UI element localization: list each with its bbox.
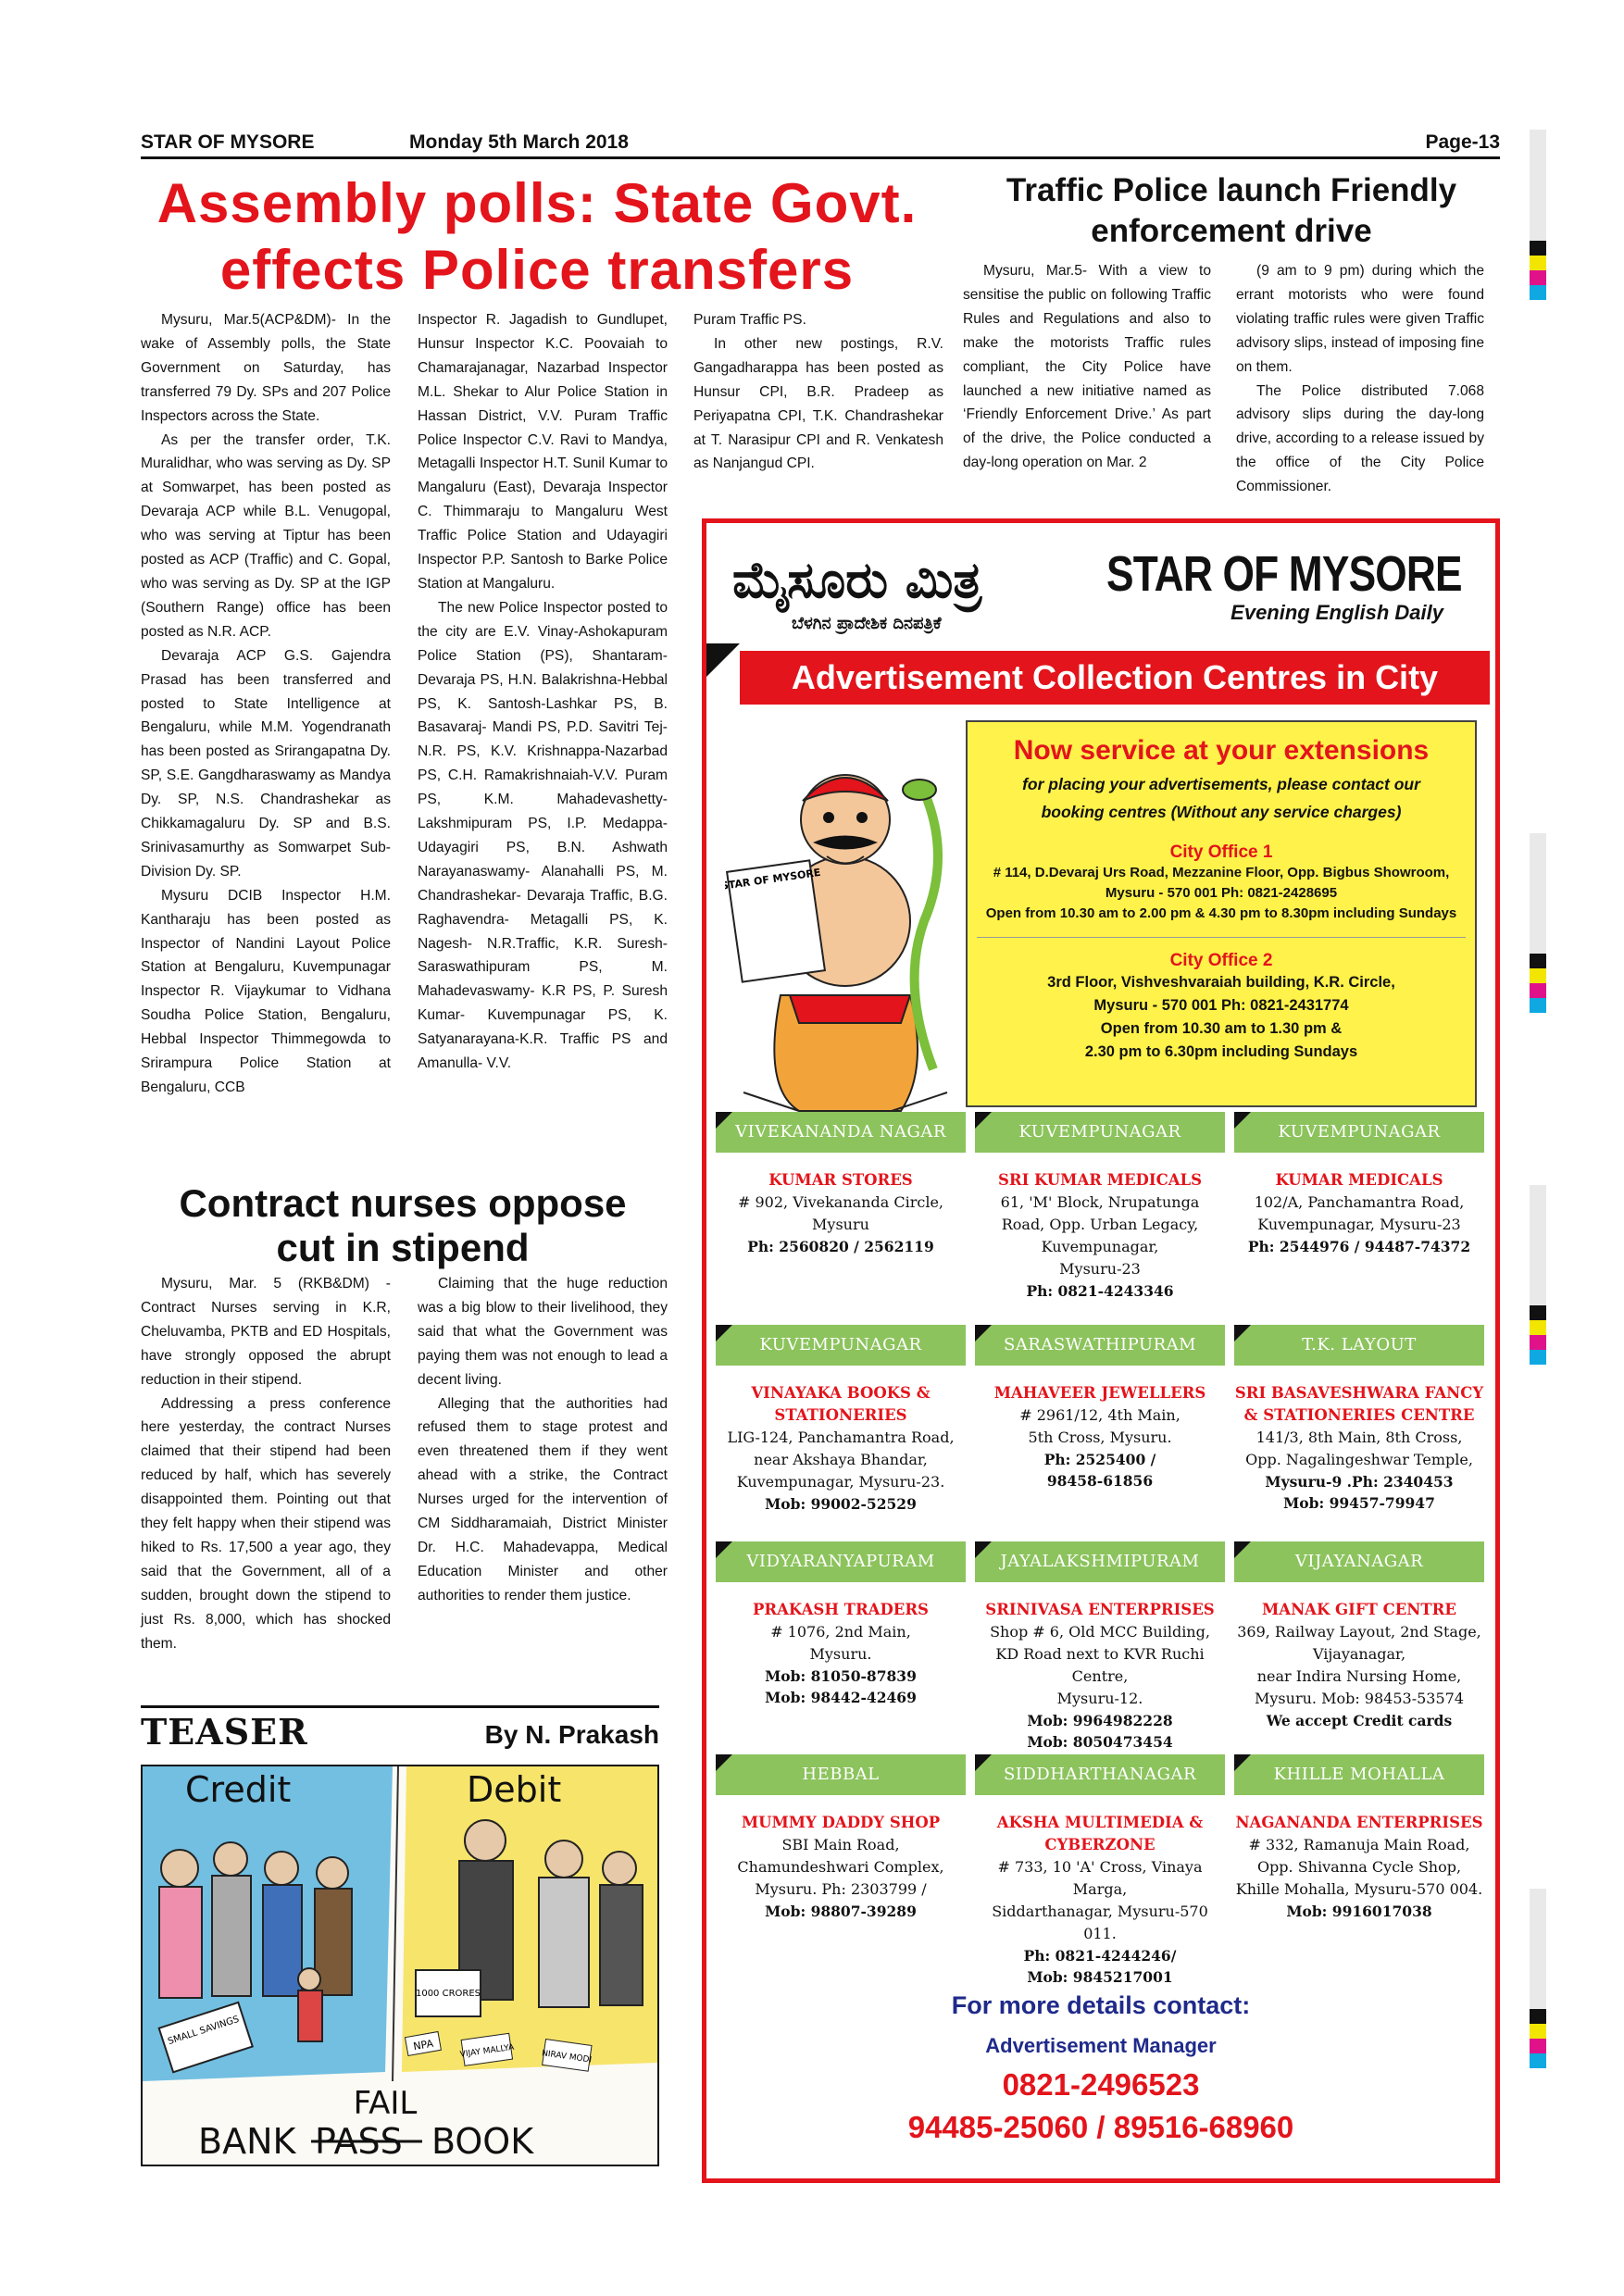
registration-mark [1530, 130, 1546, 300]
story-paragraph: Addressing a press conference here yesterday, the contract Nurses claimed that their stipend had been reduced by half, which has severely disappointed them. Pointing out that they felt happy when their stipend was hiked to Rs. 17,500 a year ago, they said that the Government, all of a sudden, brought down the stipend to just Rs. 8,000, which has shocked them. [141, 1395, 391, 1652]
centre-phone-line: Mob: 98442-42469 [765, 1689, 917, 1706]
centre-address-line: Mysuru. [809, 1645, 872, 1663]
centre-address-line: Chamundeshwari Complex, [737, 1858, 944, 1876]
contact-phone-1: 0821-2496523 [1002, 2067, 1200, 2102]
nurses-headline [139, 1181, 667, 1270]
registration-mark [1530, 833, 1546, 1013]
traffic-story-column-1 [963, 259, 1211, 475]
book-label: BOOK [431, 2121, 534, 2162]
centre-address-line: SBI Main Road, [781, 1836, 900, 1853]
centre-area-tab: VIVEKANANDA NAGAR [716, 1112, 966, 1153]
centre-card [716, 1541, 966, 1708]
centre-phone-line: We accept Credit cards [1266, 1712, 1453, 1729]
centre-shop-name: VINAYAKA BOOKS & STATIONERIES [751, 1384, 931, 1424]
service-info-box [966, 720, 1477, 1107]
service-subtext-1: for placing your advertisements, please contact our [1022, 775, 1420, 793]
centre-phone-line: Mob: 8050473454 [1027, 1733, 1173, 1751]
contact-manager: Advertisement Manager [985, 2034, 1217, 2057]
lead-story-column-3 [693, 308, 943, 476]
centre-shop-name: PRAKASH TRADERS [753, 1601, 929, 1618]
tag-npa: NPA [412, 2037, 435, 2053]
centre-area-tab: KUVEMPUNAGAR [1234, 1112, 1484, 1153]
centre-area-tab: SARASWATHIPURAM [975, 1325, 1225, 1366]
contact-phone-2: 94485-25060 / 89516-68960 [907, 2110, 1294, 2144]
page-header [141, 130, 1500, 159]
star-of-mysore-logo [1106, 547, 1468, 625]
masthead-name: STAR OF MYSORE [141, 131, 315, 153]
centre-phone-line: 98458-61856 [1046, 1472, 1154, 1490]
city-office-2-hours-2: 2.30 pm to 6.30pm including Sundays [1084, 1043, 1358, 1060]
centre-card [1234, 1541, 1484, 1731]
lead-story-column-1 [141, 308, 391, 1100]
centre-address-line: Vijayanagar, [1312, 1645, 1406, 1663]
centre-shop-name: SRINIVASA ENTERPRISES [985, 1601, 1215, 1618]
issue-date: Monday 5th March 2018 [409, 131, 629, 153]
centre-phone-line: Ph: 2560820 / 2562119 [747, 1238, 934, 1255]
centre-area-tab: VIJAYANAGAR [1234, 1541, 1484, 1582]
centre-address-line: Kuvempunagar, [1041, 1238, 1159, 1255]
city-office-2-phone: Mysuru - 570 001 Ph: 0821-2431774 [1093, 997, 1349, 1014]
centre-address-line: Siddarthanagar, Mysuru-570 011. [992, 1903, 1208, 1942]
centre-address-line: Mysuru-12. [1056, 1690, 1143, 1707]
nurses-story-column-1 [141, 1272, 391, 1656]
story-paragraph: Claiming that the huge reduction was a big blow to their livelihood, they said that what the Government was paying them was not enough to lead a decent living. [418, 1276, 668, 1388]
centre-phone-line: Ph: 2544976 / 94487-74372 [1247, 1238, 1471, 1255]
story-paragraph: Puram Traffic PS. [693, 312, 806, 328]
centre-address-line: 5th Cross, Mysuru. [1028, 1429, 1172, 1446]
story-paragraph: Inspector R. Jagadish to Gundlupet, Hunsur Inspector K.C. Poovaiah to Chamarajanagar, Nazarbad Inspector M.L. Shekar to Alur Police Station in Hassan District, V.V. Puram Traffic Police Inspector C.V. Ravi to Mandya, Metagalli Inspector H.T. Sunil Kumar to Mangaluru (East), Devaraja Inspector C. Thimmaraju to Mangaluru West Traffic Police Station and Udayagiri Inspector P.P. Santosh to Barke Police Station at Mangaluru. [418, 312, 668, 592]
centre-shop-name: MAHAVEER JEWELLERS [993, 1384, 1206, 1402]
centre-area-tab: KHILLE MOHALLA [1234, 1754, 1484, 1795]
lead-headline [130, 170, 944, 304]
centre-address-line: Shop # 6, Old MCC Building, [990, 1623, 1210, 1641]
centre-area-tab: JAYALAKSHMIPURAM [975, 1541, 1225, 1582]
centre-phone-line: Mob: 81050-87839 [765, 1667, 917, 1685]
city-office-1-hours: Open from 10.30 am to 2.00 pm & 4.30 pm to 8.30pm including Sundays [985, 905, 1457, 921]
centre-shop-name: NAGANANDA ENTERPRISES [1235, 1814, 1483, 1831]
centre-address-line: Khille Mohalla, Mysuru-570 004. [1235, 1880, 1483, 1898]
teaser-title: TEASER [141, 1711, 308, 1753]
centre-address-line: Kuvempunagar, Mysuru-23 [1257, 1216, 1461, 1233]
centre-address-line: # 332, Ramanuja Main Road, [1248, 1836, 1470, 1853]
centre-address-line: Road, Opp. Urban Legacy, [1001, 1216, 1199, 1233]
centre-phone-line: Mob: 99457-79947 [1283, 1494, 1435, 1512]
ad-banner-title: Advertisement Collection Centres in City [791, 658, 1439, 696]
registration-mark [1530, 1889, 1546, 2068]
centre-phone-line: Mob: 9964982228 [1027, 1712, 1173, 1729]
centre-phone-line: Ph: 0821-4244246/ [1023, 1947, 1177, 1965]
centre-address-line: Opp. Shivanna Cycle Shop, [1256, 1858, 1462, 1876]
centre-area-tab: SIDDHARTHANAGAR [975, 1754, 1225, 1795]
bag-1000-crores [416, 1970, 481, 2016]
centre-phone-line: Mob: 9845217001 [1027, 1968, 1173, 1986]
teaser-cartoon [141, 1765, 659, 2166]
centre-address-line: Mysuru [812, 1216, 869, 1233]
mysooru-mitra-logo [727, 543, 1088, 636]
story-paragraph: The Police distributed 7.068 advisory slips during the day-long drive, according to a release issued by the office of the City Police Commissioner. [1236, 382, 1484, 495]
kannada-subtitle: ಬೆಳಗಿನ ಪ್ರಾದೇಶಿಕ ದಿನಪತ್ರಿಕೆ [792, 614, 942, 633]
service-subtext-2: booking centres (Without any service charges) [1041, 803, 1402, 821]
centre-card [975, 1325, 1225, 1491]
nurses-headline-line2: cut in stipend [276, 1226, 530, 1269]
story-paragraph: In other new postings, R.V. Gangadharappa has been posted as Hunsur CPI, B.R. Pradeep as Periyapatna CPI, T.K. Chandrashekar at T. Narasipur CPI and R. Venkatesh as Nanjangud CPI. [693, 335, 943, 472]
story-paragraph: Mysuru, Mar. 5 (RKB&DM) - Contract Nurses serving in K.R, Cheluvamba, PKTB and ED Hospitals, have strongly opposed the abrupt reduction in their stipend. [141, 1276, 391, 1388]
centre-shop-name: KUMAR STORES [768, 1171, 913, 1189]
centre-area-tab: T.K. LAYOUT [1234, 1325, 1484, 1366]
tag-vijay-mallya: VIJAY MALLYA [459, 2042, 515, 2060]
centre-address-line: 369, Railway Layout, 2nd Stage, [1237, 1623, 1481, 1641]
city-office-2-title: City Office 2 [1169, 951, 1273, 970]
debit-label: Debit [467, 1769, 562, 1810]
centre-card [975, 1541, 1225, 1753]
centre-address-line: # 2961/12, 4th Main, [1019, 1406, 1181, 1424]
story-paragraph: Mysuru, Mar.5(ACP&DM)- In the wake of Assembly polls, the State Government on Saturday, has transferred 79 Dy. SPs and 207 Police Inspectors across the State. [141, 312, 391, 424]
story-paragraph: The new Police Inspector posted to the city are E.V. Vinay-Ashokapuram Police Station (PS), Shantaram-Devaraja PS, H.N. Balakrishna-Hebbal PS, K. Santosh-Lashkar PS, B. Basavaraj- Mandi PS, P.D. Savitri Tej- N.R. PS, K.V. Krishnappa-Nazarbad PS, C.H. Ramakrishnaiah-V.V. Puram PS, K.M. Mahadevashetty- Lakshmipuram PS, I.P. Medappa- Udayagiri PS, B.N. Ashwath Narayanaswamy- Alanahalli PS, M. Chandrashekar- Devaraja Traffic, B.G. Raghavendra- Metagalli PS, K. Nagesh- N.R.Traffic, K.R. Suresh- Saraswathipuram PS, M. Mahadevaswamy- K.R PS, P. Suresh Kumar- Kuvempunagar PS, K. Satyanarayana-K.R. Traffic PS and Amanulla- V.V. [418, 599, 668, 1072]
centre-address-line: KD Road next to KVR Ruchi Centre, [995, 1645, 1205, 1685]
page-number: Page-13 [1425, 131, 1500, 153]
centre-phone-line: Ph: 2525400 / [1043, 1451, 1156, 1468]
centre-shop-name: SRI KUMAR MEDICALS [997, 1171, 1203, 1189]
traffic-headline [963, 170, 1500, 252]
bag-crore-label: 1000 CRORES [415, 1989, 481, 1999]
city-office-2-address: 3rd Floor, Vishveshvaraiah building, K.R. Circle, [1047, 974, 1395, 991]
centre-shop-name: MUMMY DADDY SHOP [741, 1814, 941, 1831]
centre-address-line: 102/A, Panchamantra Road, [1254, 1193, 1465, 1211]
story-paragraph: Devaraja ACP G.S. Gajendra Prasad has been transferred and posted to State Intelligence at Bengaluru, while M.M. Yogendranath has been posted as Srirangapatna Dy. SP, S.E. Gangdharaswamy as Mandya Dy. SP, N.S. Chandrashekar as Chikkamagaluru Dy. SP and B.S. Srinivasamurthy as Somwarpet Sub-Division Dy. SP. [141, 647, 391, 880]
centre-address-line: Mysuru. Mob: 98453-53574 [1255, 1690, 1464, 1707]
centre-area-tab: KUVEMPUNAGAR [975, 1112, 1225, 1153]
registration-mark [1530, 1185, 1546, 1365]
mascot-illustration [725, 718, 956, 1116]
centre-shop-name: AKSHA MULTIMEDIA & CYBERZONE [996, 1814, 1204, 1853]
centre-card [1234, 1112, 1484, 1257]
centre-phone-line: Ph: 0821-4243346 [1026, 1282, 1174, 1300]
brand-name: STAR OF MYSORE [1106, 546, 1462, 602]
story-paragraph: Mysuru, Mar.5- With a view to sensitise the public on following Traffic Rules and Regulations and also to make the motorists Traffic rules compliant, the City Police have launched a new initiative named as ‘Friendly Enforcement Drive.’ As part of the drive, the Police conducted a day-long operation on Mar. 2 [963, 263, 1211, 471]
city-office-1-address: # 114, D.Devaraj Urs Road, Mezzanine Floor, Opp. Bigbus Showroom, [993, 865, 1450, 880]
centre-area-tab: HEBBAL [716, 1754, 966, 1795]
credit-label: Credit [185, 1769, 292, 1810]
service-heading: Now service at your extensions [1013, 735, 1430, 766]
centre-card [1234, 1325, 1484, 1514]
brand-tagline: Evening English Daily [1230, 601, 1443, 624]
ad-banner [706, 643, 1495, 706]
centre-address-line: # 733, 10 'A' Cross, Vinaya Marga, [997, 1858, 1203, 1898]
centre-phone-line: Mob: 98807-39289 [765, 1903, 917, 1920]
contact-heading: For more details contact: [951, 1991, 1251, 2019]
centre-card [975, 1754, 1225, 1988]
fail-label: FAIL [353, 2085, 418, 2122]
story-paragraph: (9 am to 9 pm) during which the errant motorists who were found violating traffic rules were given Traffic advisory slips, instead of imposing fine on them. [1236, 263, 1484, 375]
centre-card [716, 1112, 966, 1257]
centre-shop-name: SRI BASAVESHWARA FANCY & STATIONERIES CENTRE [1234, 1384, 1484, 1424]
teaser-byline: By N. Prakash [484, 1720, 659, 1749]
pass-label: PASS [315, 2121, 403, 2162]
tag-nirav-modi: NIRAV MODI [541, 2049, 593, 2065]
centre-address-line: near Akshaya Bhandar, [754, 1451, 928, 1468]
centre-card [716, 1325, 966, 1515]
centre-card [1234, 1754, 1484, 1922]
centre-address-line: near Indira Nursing Home, [1256, 1667, 1462, 1685]
story-paragraph: Alleging that the authorities had refused them to stage protest and even threatened them if they went ahead with a strike, the Contract Nurses urged for the intervention of CM Siddharamaiah, District Minister Dr. H.C. Mahadevappa, Medical Education Minister and other authorities to render them justice. [418, 1395, 668, 1603]
story-paragraph: Mysuru DCIB Inspector H.M. Kantharaju has been posted as Inspector of Nandini Layout Police Station at Bengaluru, Kuvempunagar Inspector R. Vijaykumar to Vidhana Soudha Police Station, Bengaluru, Hebbal Inspector Thimmegowda to Srirampura Police Station at Bengaluru, CCB [141, 887, 391, 1095]
centre-phone-line: Mysuru-9 .Ph: 2340453 [1265, 1473, 1454, 1491]
centre-address-line: 61, 'M' Block, Nrupatunga [1000, 1193, 1200, 1211]
centre-address-line: # 1076, 2nd Main, [770, 1623, 911, 1641]
lead-headline-line1: Assembly polls: State Govt. [156, 172, 918, 234]
lead-story-column-2 [418, 308, 668, 1076]
city-office-1-phone: Mysuru - 570 001 Ph: 0821-2428695 [1105, 885, 1338, 901]
centre-area-tab: KUVEMPUNAGAR [716, 1325, 966, 1366]
centre-address-line: Kuvempunagar, Mysuru-23. [736, 1473, 945, 1491]
teaser-rule [141, 1705, 659, 1708]
nurses-story-column-2 [418, 1272, 668, 1608]
centre-card [975, 1112, 1225, 1302]
traffic-headline-line1: Traffic Police launch Friendly [1006, 172, 1457, 208]
centre-shop-name: MANAK GIFT CENTRE [1262, 1601, 1456, 1618]
centre-address-line: # 902, Vivekananda Circle, [738, 1193, 943, 1211]
city-office-1-title: City Office 1 [1169, 842, 1273, 862]
story-paragraph: As per the transfer order, T.K. Muralidhar, who was serving as Dy. SP at Somwarpet, has been posted as Devaraja ACP while B.L. Venugopal, who was serving at Tiptur has been posted as ACP (Traffic) and C. Gopal, who was serving as Dy. SP at the IGP (Southern Range) office has been posted as N.R. ACP. [141, 431, 391, 640]
centre-card [716, 1754, 966, 1922]
bank-label: BANK [198, 2121, 296, 2162]
centre-shop-name: KUMAR MEDICALS [1275, 1171, 1443, 1189]
nurses-headline-line1: Contract nurses oppose [179, 1181, 627, 1225]
ad-collection-centres [702, 518, 1500, 2183]
kannada-title: ಮೈಸೂರು ಮಿತ್ರ [732, 551, 982, 609]
lead-headline-line2: effects Police transfers [219, 239, 855, 301]
cartoon-illustration [143, 1766, 657, 2165]
centre-phone-line: Mob: 9916017038 [1286, 1903, 1432, 1920]
centre-address-line: Mysuru. Ph: 2303799 / [755, 1880, 927, 1898]
centre-phone-line: Mob: 99002-52529 [765, 1495, 917, 1513]
centre-address-line: Opp. Nagalingeshwar Temple, [1245, 1451, 1473, 1468]
centre-address-line: LIG-124, Panchamantra Road, [727, 1429, 955, 1446]
centre-address-line: 141/3, 8th Main, 8th Cross, [1255, 1429, 1463, 1446]
centre-area-tab: VIDYARANYAPURAM [716, 1541, 966, 1582]
city-office-2-hours: Open from 10.30 am to 1.30 pm & [1100, 1020, 1343, 1037]
bag-small-label: SMALL SAVINGS [167, 2014, 241, 2048]
traffic-story-column-2 [1236, 259, 1484, 499]
mascot-newspaper-title: STAR OF MYSORE [725, 866, 822, 892]
traffic-headline-line2: enforcement drive [1091, 213, 1372, 249]
centre-address-line: Mysuru-23 [1059, 1260, 1141, 1278]
